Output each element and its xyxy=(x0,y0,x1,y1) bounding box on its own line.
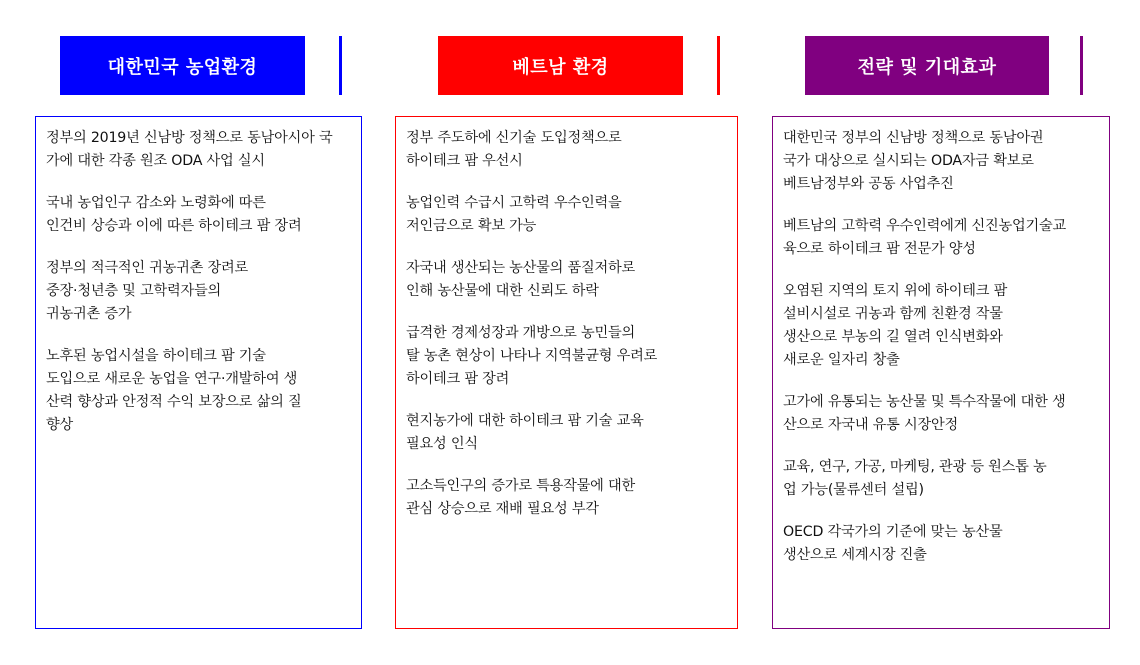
strategy-paragraph: 대한민국 정부의 신남방 정책으로 동남아권 국가 대상으로 실시되는 ODA자금 확보로 베트남정부와 공동 사업추진 xyxy=(783,130,1044,192)
korea-accent-bar xyxy=(339,36,342,95)
korea-paragraph: 국내 농업인구 감소와 노령화에 따른 인건비 상승과 이에 따른 하이테크 팜 장려 xyxy=(46,195,302,234)
strategy-paragraph: OECD 각국가의 기준에 맞는 농산물 생산으로 세계시장 진출 xyxy=(783,524,1003,563)
vietnam-paragraph: 정부 주도하에 신기술 도입정책으로 하이테크 팜 우선시 xyxy=(406,130,622,169)
strategy-effects-title: 전략 및 기대효과 xyxy=(857,56,997,78)
korea-paragraph: 정부의 2019년 신남방 정책으로 동남아시아 국 가에 대한 각종 원조 ODA 사업 실시 xyxy=(46,130,333,169)
korea-environment-header xyxy=(60,36,305,95)
vietnam-environment-panel xyxy=(395,116,738,629)
vietnam-environment-title: 베트남 환경 xyxy=(512,56,609,78)
korea-paragraph: 노후된 농업시설을 하이테크 팜 기술 도입으로 새로운 농업을 연구·개발하여 생 산력 향상과 안정적 수익 보장으로 삶의 질 향상 xyxy=(46,348,302,433)
strategy-paragraph: 고가에 유통되는 농산물 및 특수작물에 대한 생 산으로 자국내 유통 시장안정 xyxy=(783,394,1066,433)
strategy-accent-bar xyxy=(1080,36,1083,95)
vietnam-paragraph: 고소득인구의 증가로 특용작물에 대한 관심 상승으로 재배 필요성 부각 xyxy=(406,478,636,517)
strategy-paragraph: 오염된 지역의 토지 위에 하이테크 팜 설비시설로 귀농과 함께 친환경 작물 생산으로 부농의 길 열려 인식변화와 새로운 일자리 창출 xyxy=(783,283,1008,368)
strategy-effects-panel xyxy=(772,116,1110,629)
strategy-paragraph: 교육, 연구, 가공, 마케팅, 관광 등 원스톱 농 업 가능(물류센터 설립) xyxy=(783,459,1047,498)
korea-paragraph: 정부의 적극적인 귀농귀촌 장려로 중장·청년층 및 고학력자들의 귀농귀촌 증가 xyxy=(46,260,249,322)
korea-environment-panel xyxy=(35,116,362,629)
vietnam-paragraph: 농업인력 수급시 고학력 우수인력을 저인금으로 확보 가능 xyxy=(406,195,622,234)
vietnam-paragraph: 현지농가에 대한 하이테크 팜 기술 교육 필요성 인식 xyxy=(406,413,644,452)
vietnam-paragraph: 급격한 경제성장과 개방으로 농민들의 탈 농촌 현상이 나타나 지역불균형 우려로 하이테크 팜 장려 xyxy=(406,325,658,387)
vietnam-paragraph: 자국내 생산되는 농산물의 품질저하로 인해 농산물에 대한 신뢰도 하락 xyxy=(406,260,636,299)
vietnam-accent-bar xyxy=(717,36,720,95)
strategy-paragraph: 베트남의 고학력 우수인력에게 신진농업기술교 육으로 하이테크 팜 전문가 양성 xyxy=(783,218,1067,257)
korea-environment-title: 대한민국 농업환경 xyxy=(107,56,258,78)
strategy-effects-header xyxy=(805,36,1049,95)
vietnam-environment-header xyxy=(438,36,683,95)
